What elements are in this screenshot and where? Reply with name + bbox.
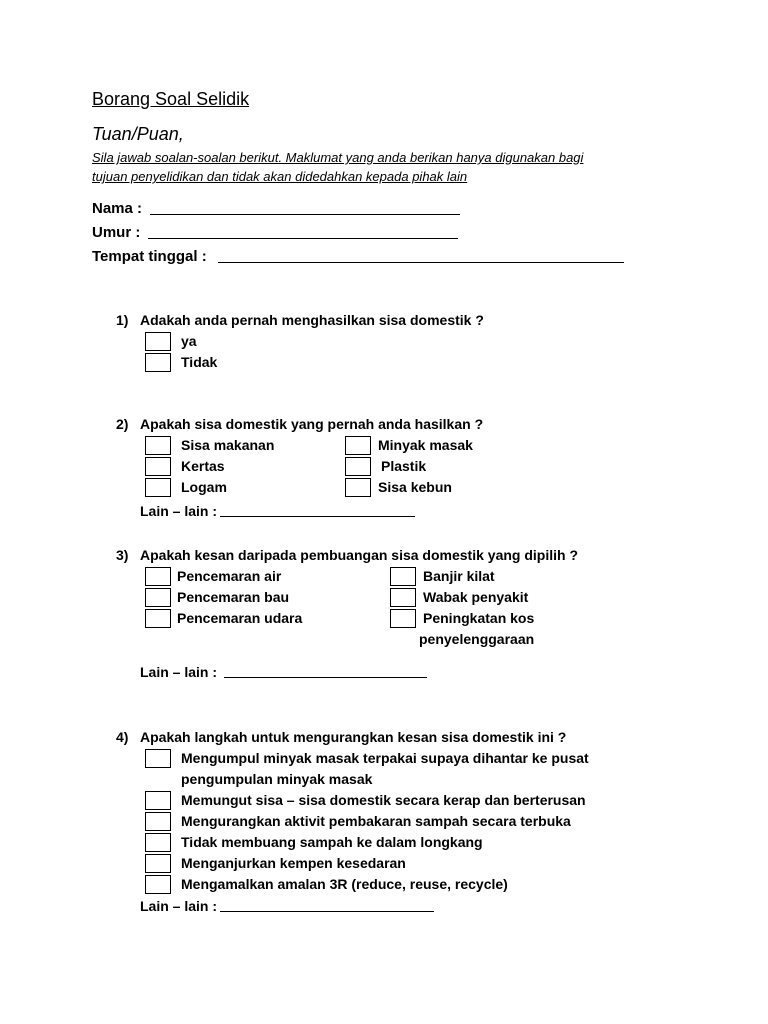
option-q3-peningkatan-kos-cont: penyelenggaraan <box>419 631 535 647</box>
checkbox-q2-sisa-makanan[interactable] <box>145 436 171 455</box>
option-q2-plastik: Plastik <box>381 458 427 474</box>
checkbox-q2-minyak-masak[interactable] <box>345 436 371 455</box>
checkbox-q1-tidak[interactable] <box>145 353 171 372</box>
checkbox-q4-option-6[interactable] <box>145 875 171 894</box>
option-q3-pencemaran-air: Pencemaran air <box>177 568 282 584</box>
question-1-text: Adakah anda pernah menghasilkan sisa domestik ? <box>140 312 484 328</box>
option-q4-2: Memungut sisa – sisa domestik secara kerap dan berterusan <box>181 792 586 808</box>
option-q2-sisa-kebun: Sisa kebun <box>378 479 452 495</box>
form-title: Borang Soal Selidik <box>92 89 250 109</box>
nama-label: Nama : <box>92 200 143 217</box>
tempat-tinggal-input-line[interactable] <box>218 262 624 263</box>
question-3-number: 3) <box>116 547 129 563</box>
checkbox-q2-kertas[interactable] <box>145 457 171 476</box>
checkbox-q3-banjir-kilat[interactable] <box>390 567 416 586</box>
instruction-line-1: Sila jawab soalan-soalan berikut. Maklumat yang anda berikan hanya digunakan bagi <box>92 150 584 165</box>
q4-lain-label: Lain – lain : <box>140 898 218 914</box>
q4-lain-input-line[interactable] <box>220 911 434 912</box>
checkbox-q3-peningkatan-kos[interactable] <box>390 609 416 628</box>
option-q3-pencemaran-udara: Pencemaran udara <box>177 610 303 626</box>
checkbox-q3-pencemaran-air[interactable] <box>145 567 171 586</box>
checkbox-q2-plastik[interactable] <box>345 457 371 476</box>
instruction-line-2: tujuan penyelidikan dan tidak akan didedahkan kepada pihak lain <box>92 169 468 184</box>
checkbox-q2-logam[interactable] <box>145 478 171 497</box>
option-q4-4: Tidak membuang sampah ke dalam longkang <box>181 834 483 850</box>
checkbox-q3-pencemaran-udara[interactable] <box>145 609 171 628</box>
umur-input-line[interactable] <box>148 238 458 239</box>
checkbox-q3-pencemaran-bau[interactable] <box>145 588 171 607</box>
option-q4-1: Mengumpul minyak masak terpakai supaya dihantar ke pusat <box>181 750 589 766</box>
q3-lain-input-line[interactable] <box>224 677 427 678</box>
option-q3-banjir-kilat: Banjir kilat <box>423 568 495 584</box>
option-q3-peningkatan-kos: Peningkatan kos <box>423 610 535 626</box>
checkbox-q4-option-2[interactable] <box>145 791 171 810</box>
nama-input-line[interactable] <box>150 214 460 215</box>
checkbox-q4-option-1[interactable] <box>145 749 171 768</box>
question-2-text: Apakah sisa domestik yang pernah anda hasilkan ? <box>140 416 484 432</box>
option-q3-pencemaran-bau: Pencemaran bau <box>177 589 290 605</box>
option-q4-5: Menganjurkan kempen kesedaran <box>181 855 406 871</box>
option-q1-ya: ya <box>181 333 197 349</box>
option-q2-minyak-masak: Minyak masak <box>378 437 473 453</box>
question-2-number: 2) <box>116 416 129 432</box>
option-q3-wabak-penyakit: Wabak penyakit <box>423 589 529 605</box>
checkbox-q4-option-4[interactable] <box>145 833 171 852</box>
option-q1-tidak: Tidak <box>181 354 218 370</box>
option-q4-3: Mengurangkan aktivit pembakaran sampah secara terbuka <box>181 813 571 829</box>
question-4-text: Apakah langkah untuk mengurangkan kesan sisa domestik ini ? <box>140 729 567 745</box>
tempat-tinggal-label: Tempat tinggal : <box>92 248 207 265</box>
q2-lain-input-line[interactable] <box>220 516 415 517</box>
q2-lain-label: Lain – lain : <box>140 503 218 519</box>
checkbox-q2-sisa-kebun[interactable] <box>345 478 371 497</box>
question-4-number: 4) <box>116 729 129 745</box>
q3-lain-label: Lain – lain : <box>140 664 218 680</box>
option-q4-6: Mengamalkan amalan 3R (reduce, reuse, recycle) <box>181 876 508 892</box>
salutation: Tuan/Puan, <box>92 124 184 144</box>
checkbox-q3-wabak-penyakit[interactable] <box>390 588 416 607</box>
question-3-text: Apakah kesan daripada pembuangan sisa domestik yang dipilih ? <box>140 547 579 563</box>
option-q2-kertas: Kertas <box>181 458 225 474</box>
checkbox-q1-ya[interactable] <box>145 332 171 351</box>
option-q4-1-cont: pengumpulan minyak masak <box>181 771 373 787</box>
option-q2-logam: Logam <box>181 479 227 495</box>
question-1-number: 1) <box>116 312 129 328</box>
checkbox-q4-option-5[interactable] <box>145 854 171 873</box>
option-q2-sisa-makanan: Sisa makanan <box>181 437 275 453</box>
checkbox-q4-option-3[interactable] <box>145 812 171 831</box>
umur-label: Umur : <box>92 224 141 241</box>
